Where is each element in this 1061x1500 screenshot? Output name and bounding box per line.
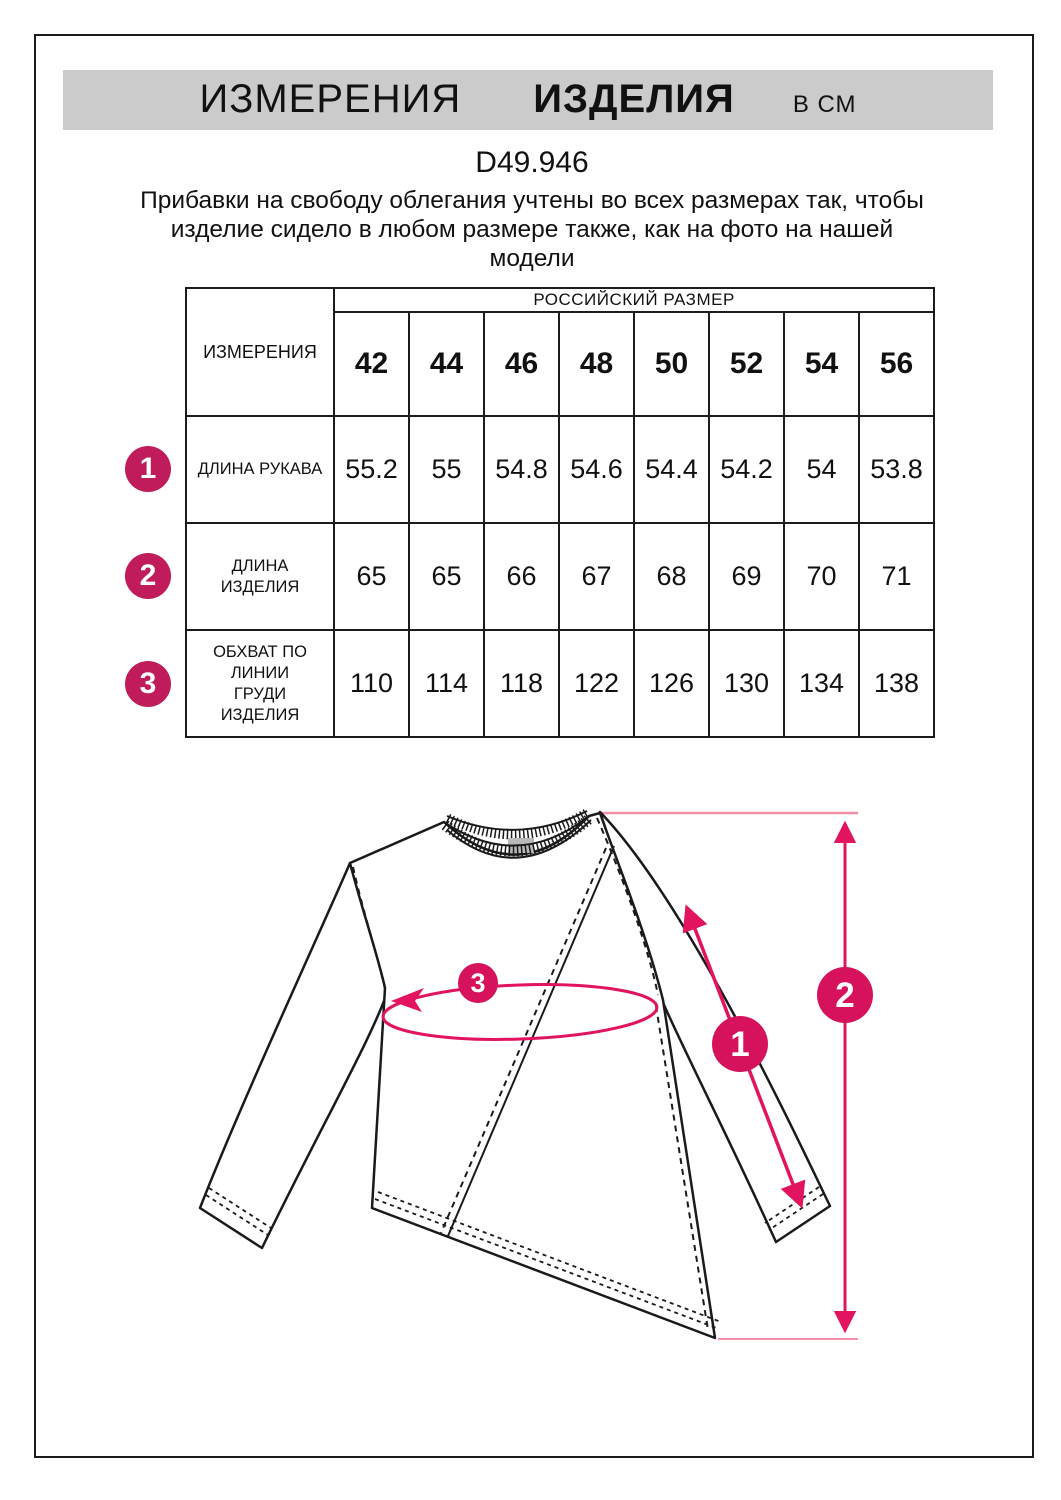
cell-value: 122 (559, 630, 634, 737)
size-header: 48 (559, 312, 634, 416)
row-number-badge-3: 3 (125, 661, 171, 707)
fit-description-line: изделие сидело в любом размере также, как на фото на нашей (170, 216, 894, 243)
cell-value: 69 (709, 523, 784, 630)
column-header-size-group: РОССИЙСКИЙ РАЗМЕР (334, 288, 934, 312)
size-header: 44 (409, 312, 484, 416)
cell-value: 54.2 (709, 416, 784, 523)
row-number-badge-1: 1 (125, 446, 171, 492)
cell-value: 55 (409, 416, 484, 523)
cell-value: 67 (559, 523, 634, 630)
size-header: 50 (634, 312, 709, 416)
size-header: 56 (859, 312, 934, 416)
cell-value: 54.8 (484, 416, 559, 523)
diagram-marker-3-label: 3 (470, 968, 486, 998)
fit-description-line: модели (489, 245, 575, 272)
product-code: D49.946 (475, 146, 589, 179)
diagram-marker-1-label: 1 (730, 1025, 750, 1064)
measurements-table (185, 287, 935, 738)
left-sleeve (200, 863, 388, 1248)
page-title-units: В СМ (792, 91, 857, 118)
cell-value: 65 (409, 523, 484, 630)
garment-technical-drawing (140, 780, 910, 1360)
cell-value: 65 (334, 523, 409, 630)
table-row-garment-length (186, 523, 934, 630)
cell-value: 71 (859, 523, 934, 630)
cell-value: 126 (634, 630, 709, 737)
size-header: 52 (709, 312, 784, 416)
table-row-chest-girth (186, 630, 934, 737)
title-bar (63, 70, 993, 130)
cell-value: 70 (784, 523, 859, 630)
cell-value: 54 (784, 416, 859, 523)
column-header-measurements: ИЗМЕРЕНИЯ (186, 288, 334, 416)
row-label: ДЛИНА ИЗДЕЛИЯ (220, 556, 300, 596)
cell-value: 134 (784, 630, 859, 737)
row-label: ДЛИНА РУКАВА (197, 460, 323, 478)
cell-value: 110 (334, 630, 409, 737)
cell-value: 55.2 (334, 416, 409, 523)
cell-value: 54.4 (634, 416, 709, 523)
cell-value: 54.6 (559, 416, 634, 523)
size-header: 46 (484, 312, 559, 416)
fit-description (34, 186, 1030, 273)
cell-value: 138 (859, 630, 934, 737)
cell-value: 118 (484, 630, 559, 737)
row-number-badge-2: 2 (125, 553, 171, 599)
cell-value: 130 (709, 630, 784, 737)
diagram-marker-2-label: 2 (835, 976, 855, 1015)
row-label: ОБХВАТ ПО ЛИНИИ ГРУДИ ИЗДЕЛИЯ (213, 642, 307, 724)
fit-description-line: Прибавки на свободу облегания учтены во всех размерах так, чтобы (140, 187, 924, 214)
table-row-sleeve-length (186, 416, 934, 523)
page-title-product: ИЗДЕЛИЯ (533, 77, 735, 121)
cell-value: 53.8 (859, 416, 934, 523)
size-header: 42 (334, 312, 409, 416)
size-header: 54 (784, 312, 859, 416)
cell-value: 66 (484, 523, 559, 630)
page-title-measurements: ИЗМЕРЕНИЯ (199, 77, 462, 121)
cell-value: 114 (409, 630, 484, 737)
cell-value: 68 (634, 523, 709, 630)
